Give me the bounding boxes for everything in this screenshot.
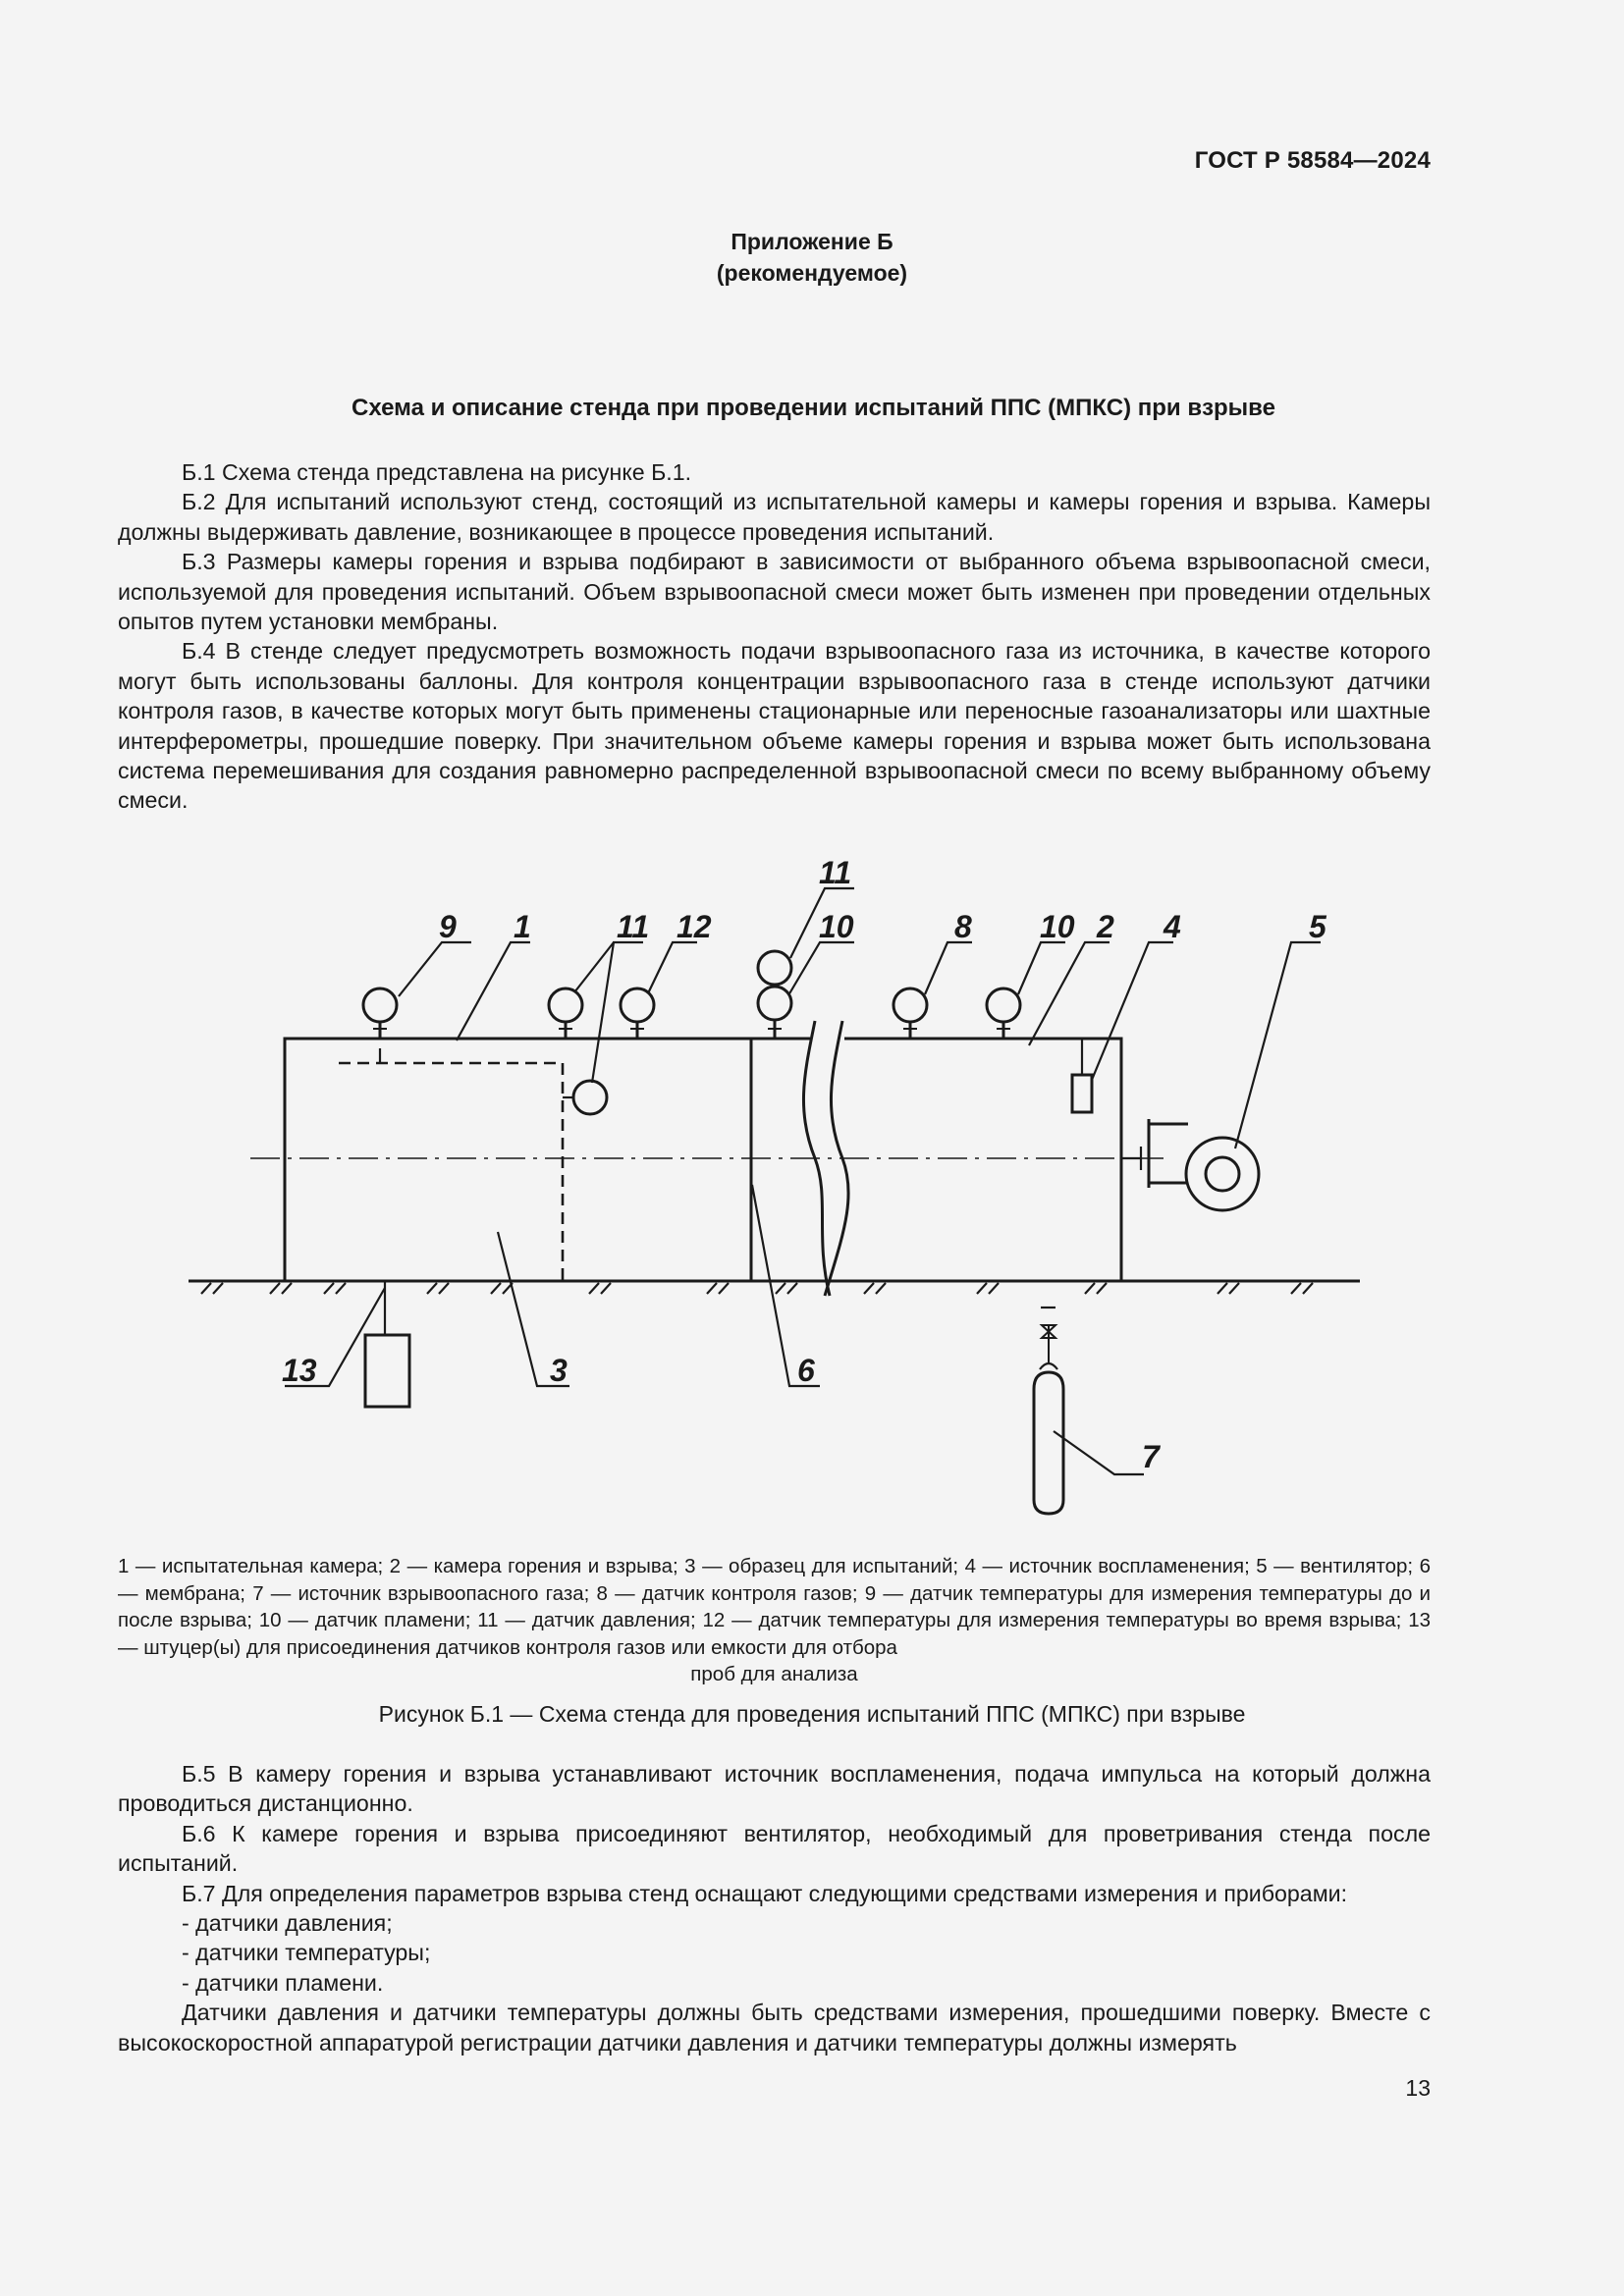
paragraph-b4: Б.4 В стенде следует предусмотреть возможность подачи взрывоопасного газа из источника, в качестве которого могут быть использованы баллоны. Для контроля концентрации взрывоопасного газа в стенде используют датчики контроля газов, в качестве которых могут быть применены стационарные или переносные газоанализаторы или шахтные интерферометры, прошедшие поверку. При значительном объеме камеры горения и взрыва может быть использована система перемешивания для создания равномерно распределенной взрывоопасной смеси по всему выбранному объему смеси.	[118, 638, 1431, 814]
appendix-title: Приложение Б	[731, 229, 893, 254]
fan	[1121, 1119, 1259, 1210]
test-chamber	[285, 1039, 751, 1281]
label-1: 1	[514, 909, 531, 944]
sampling-vessel	[365, 1335, 409, 1407]
label-7: 7	[1142, 1439, 1160, 1474]
page-number: 13	[1405, 2075, 1431, 2101]
ground-hatching	[201, 1283, 1313, 1294]
body-text-bottom	[118, 1759, 1431, 2057]
list-item-flame: - датчики пламени.	[182, 1969, 384, 1996]
label-13: 13	[282, 1353, 317, 1388]
paragraph-b6: Б.6 К камере горения и взрыва присоединяют вентилятор, необходимый для проветривания стенда после испытаний.	[118, 1820, 1431, 1877]
section-title: Схема и описание стенда при проведении испытаний ППС (МПКС) при взрыве	[352, 395, 1275, 421]
paragraph-b3: Б.3 Размеры камеры горения и взрыва подбирают в зависимости от выбранного объема взрывоопасной смеси, используемой для проведения испытаний. Объем взрывоопасной смеси может быть изменен при проведении отдельных опытов путем установки мембраны.	[118, 549, 1431, 635]
appendix-status: (рекомендуемое)	[716, 260, 908, 286]
label-11-left: 11	[617, 909, 650, 944]
label-11-top: 11	[819, 855, 852, 890]
label-4: 4	[1164, 909, 1181, 944]
sample-outline	[339, 1063, 563, 1281]
document-code: ГОСТ Р 58584—2024	[1194, 147, 1431, 174]
label-10-left: 10	[819, 909, 854, 944]
legend-last-line: проб для анализа	[690, 1663, 858, 1685]
paragraph-b2: Б.2 Для испытаний используют стенд, состоящий из испытательной камеры и камеры горения и взрыва. Камеры должны выдерживать давление, возникающее в процессе проведения испытаний.	[118, 489, 1431, 545]
top-sensors	[363, 951, 1020, 1039]
label-12: 12	[677, 909, 712, 944]
label-2: 2	[1097, 909, 1114, 944]
label-3: 3	[550, 1353, 568, 1388]
stand-schematic	[177, 834, 1394, 1531]
appendix-heading	[0, 226, 1624, 289]
label-9: 9	[439, 909, 457, 944]
paragraph-b1: Б.1 Схема стенда представлена на рисунке Б.1.	[182, 459, 692, 485]
label-10-right: 10	[1040, 909, 1075, 944]
figure-caption: Рисунок Б.1 — Схема стенда для проведения испытаний ППС (МПКС) при взрыве	[378, 1701, 1246, 1727]
legend-text: 1 — испытательная камера; 2 — камера горения и взрыва; 3 — образец для испытаний; 4 — источник воспламенения; 5 — вентилятор; 6 — мембрана; 7 — источник взрывоопасного газа; 8 — датчик контроля газов; 9 — датчик температуры для измерения температуры до и после взрыва; 10 — датчик пламени; 11 — датчик давления; 12 — датчик температуры для измерения температуры во время взрыва; 13 — штуцер(ы) для присоединения датчиков контроля газов или емкости для отбора	[118, 1555, 1431, 1659]
body-text-top	[118, 457, 1431, 816]
inner-pressure-sensor	[573, 1081, 607, 1114]
list-item-pressure: - датчики давления;	[182, 1910, 393, 1937]
label-6: 6	[797, 1353, 815, 1388]
figure-legend	[118, 1553, 1431, 1688]
ignition-source	[1072, 1075, 1092, 1112]
paragraph-b5: Б.5 В камеру горения и взрыва устанавливают источник воспламенения, подача импульса на который должна проводиться дистанционно.	[118, 1761, 1431, 1817]
list-item-temperature: - датчики температуры;	[182, 1940, 431, 1966]
paragraph-b7: Б.7 Для определения параметров взрыва стенд оснащают следующими средствами измерения и приборами:	[182, 1880, 1348, 1906]
gas-cylinder	[1034, 1308, 1063, 1514]
label-8: 8	[954, 909, 972, 944]
label-5: 5	[1309, 909, 1326, 944]
paragraph-sensors: Датчики давления и датчики температуры должны быть средствами измерения, прошедшими поверку. Вместе с высокоскоростной аппаратурой регистрации датчики давления и датчики температуры должны измерять	[118, 2000, 1431, 2056]
